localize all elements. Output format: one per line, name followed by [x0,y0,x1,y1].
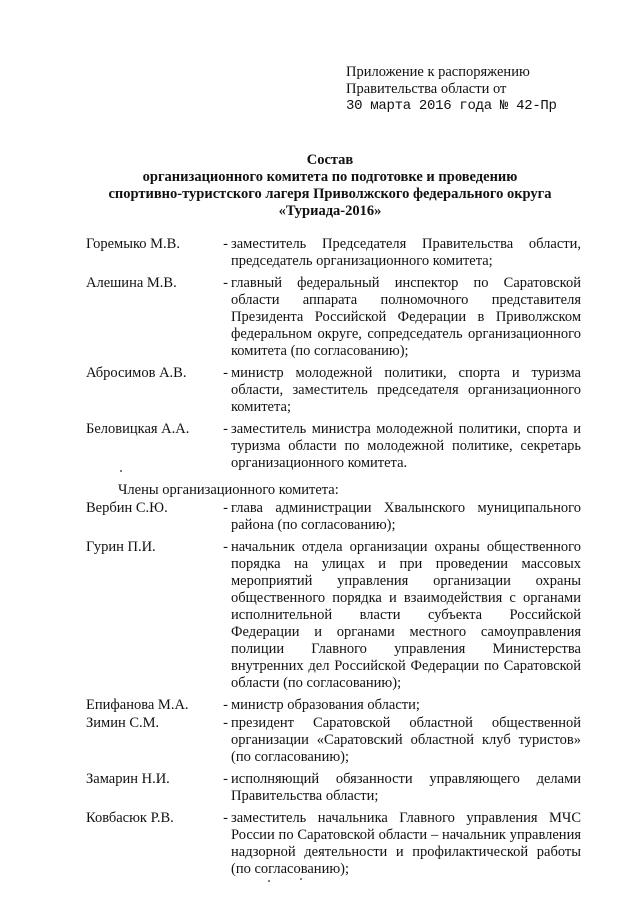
member-name: Абросимов А.В. [86,365,187,381]
scan-speck [300,878,302,880]
member-desc: начальник отдела организации охраны общественного порядка на улицах и при проведении массовых мероприятий управления организации охраны общественного порядка и взаимодействия с органами исполнительной власти субъекта Российской Федерации и органами местного самоуправления полиции Главного управления Министерства внутренних дел Российской Федерации по Саратовской области (по согласованию); [231,539,581,691]
member-dash: - [223,236,228,252]
member-dash: - [223,421,228,437]
member-desc: глава администрации Хвалынского муниципального района (по согласованию); [231,500,581,533]
title-line-2: организационного комитета по подготовке и проведению [142,169,518,185]
approval-line-1: Приложение к распоряжению [346,64,530,80]
member-dash: - [223,771,228,787]
scan-speck [268,880,270,882]
member-dash: - [223,810,228,826]
member-row [86,810,586,878]
document-title [60,152,600,220]
member-row [86,539,586,692]
member-row [86,421,586,472]
title-line-3: спортивно-туристского лагеря Приволжского федерального округа [108,186,552,202]
member-name: Замарин Н.И. [86,771,170,787]
member-desc: заместитель начальника Главного управления МЧС России по Саратовской области – начальник управления надзорной деятельности и профилактической работы (по согласованию); [231,810,581,877]
members-list [86,500,586,878]
member-dash: - [223,697,228,713]
approval-line-2: Правительства области от [346,81,507,97]
member-name: Вербин С.Ю. [86,500,168,516]
member-name: Беловицкая А.А. [86,421,190,437]
member-row [86,715,586,766]
member-desc: заместитель Председателя Правительства области, председатель организационного комитета; [231,236,581,269]
leaders-list [86,236,586,472]
member-name: Зимин С.М. [86,715,160,731]
member-name: Гурин П.И. [86,539,156,555]
member-dash: - [223,365,228,381]
member-name: Алешина М.В. [86,275,177,291]
member-name: Ковбасюк Р.В. [86,810,174,826]
approval-date-line: 30 марта 2016 года № 42-Пр [346,98,557,114]
member-row [86,697,586,714]
member-desc: заместитель министра молодежной политики, спорта и туризма области по молодежной политике, секретарь организационного комитета. [231,421,581,471]
title-line-1: Состав [306,152,354,168]
member-desc: главный федеральный инспектор по Саратовской области аппарата полномочного представителя Президента Российской Федерации в Приволжском федеральном округе, сопредседатель организационного комитета (по согласованию); [231,275,581,359]
member-desc: министр образования области; [231,697,420,713]
members-section-label: Члены организационного комитета: [118,482,339,498]
member-desc: исполняющий обязанности управляющего делами Правительства области; [231,771,581,804]
member-name: Епифанова М.А. [86,697,189,713]
member-dash: - [223,275,228,291]
member-dash: - [223,539,228,555]
member-row [86,771,586,805]
member-row [86,500,586,534]
member-desc: президент Саратовской областной общественной организации «Саратовский областной клуб туристов» (по согласованию); [231,715,581,765]
approval-stamp [346,64,557,115]
member-name: Горемыко М.В. [86,236,180,252]
member-row [86,365,586,416]
member-desc: министр молодежной политики, спорта и туризма области, заместитель председателя организационного комитета; [231,365,581,415]
scan-speck [120,470,122,472]
member-row [86,236,586,270]
member-dash: - [223,500,228,516]
title-line-4: «Туриада-2016» [278,203,382,219]
member-dash: - [223,715,228,731]
member-row [86,275,586,360]
